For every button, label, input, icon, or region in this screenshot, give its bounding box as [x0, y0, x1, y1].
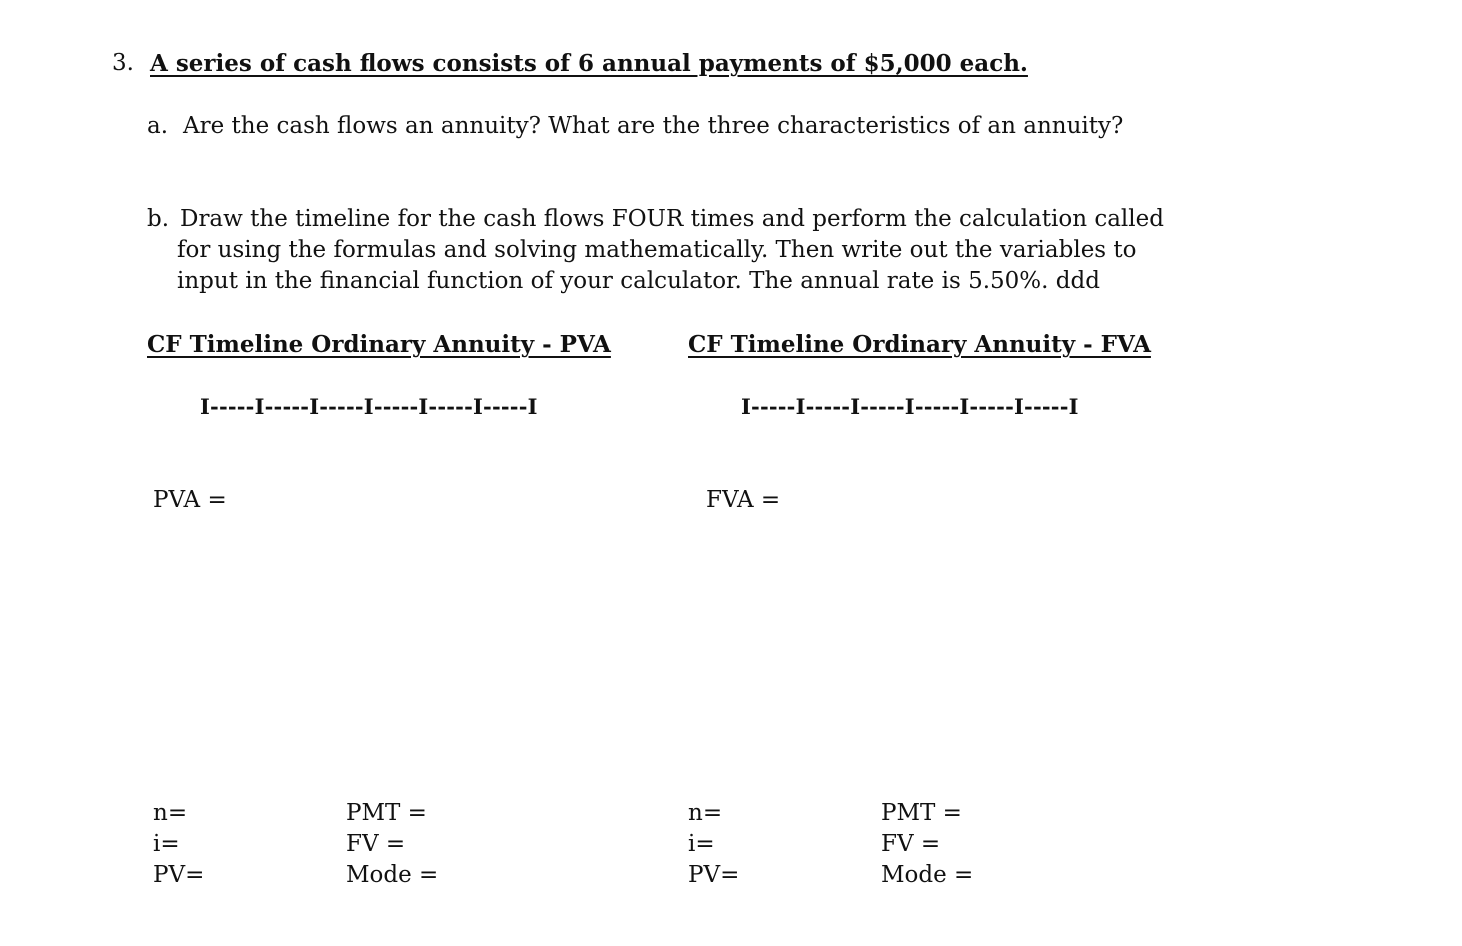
pva-var-pmt: PMT =: [346, 800, 427, 826]
fva-result-label: FVA =: [706, 487, 781, 513]
part-a-label: a.: [147, 113, 169, 139]
pva-var-pv: PV=: [153, 862, 205, 888]
pva-var-i: i=: [153, 831, 180, 857]
part-a-text: Are the cash flows an annuity? What are the three characteristics of an annuity?: [183, 113, 1124, 139]
part-b-line1: Draw the timeline for the cash flows FOUR times and perform the calculation called: [180, 206, 1164, 232]
fva-heading: CF Timeline Ordinary Annuity - FVA: [688, 331, 1151, 358]
part-b-label: b.: [147, 206, 170, 232]
fva-var-n: n=: [688, 800, 723, 826]
pva-timeline: I-----I-----I-----I-----I-----I-----I: [200, 394, 538, 419]
part-b-line2: for using the formulas and solving mathematically. Then write out the variables to: [177, 237, 1137, 263]
fva-var-mode: Mode =: [881, 862, 974, 888]
pva-heading: CF Timeline Ordinary Annuity - PVA: [147, 331, 611, 358]
fva-var-pmt: PMT =: [881, 800, 962, 826]
pva-result-label: PVA =: [153, 487, 227, 513]
part-b-line3: input in the financial function of your calculator. The annual rate is 5.50%. ddd: [177, 268, 1100, 294]
fva-timeline: I-----I-----I-----I-----I-----I-----I: [741, 394, 1079, 419]
question-number: 3.: [112, 50, 134, 76]
fva-var-i: i=: [688, 831, 715, 857]
pva-var-mode: Mode =: [346, 862, 439, 888]
question-title: A series of cash flows consists of 6 annual payments of $5,000 each.: [150, 50, 1028, 77]
fva-var-pv: PV=: [688, 862, 740, 888]
fva-var-fv: FV =: [881, 831, 941, 857]
pva-var-n: n=: [153, 800, 188, 826]
pva-var-fv: FV =: [346, 831, 406, 857]
